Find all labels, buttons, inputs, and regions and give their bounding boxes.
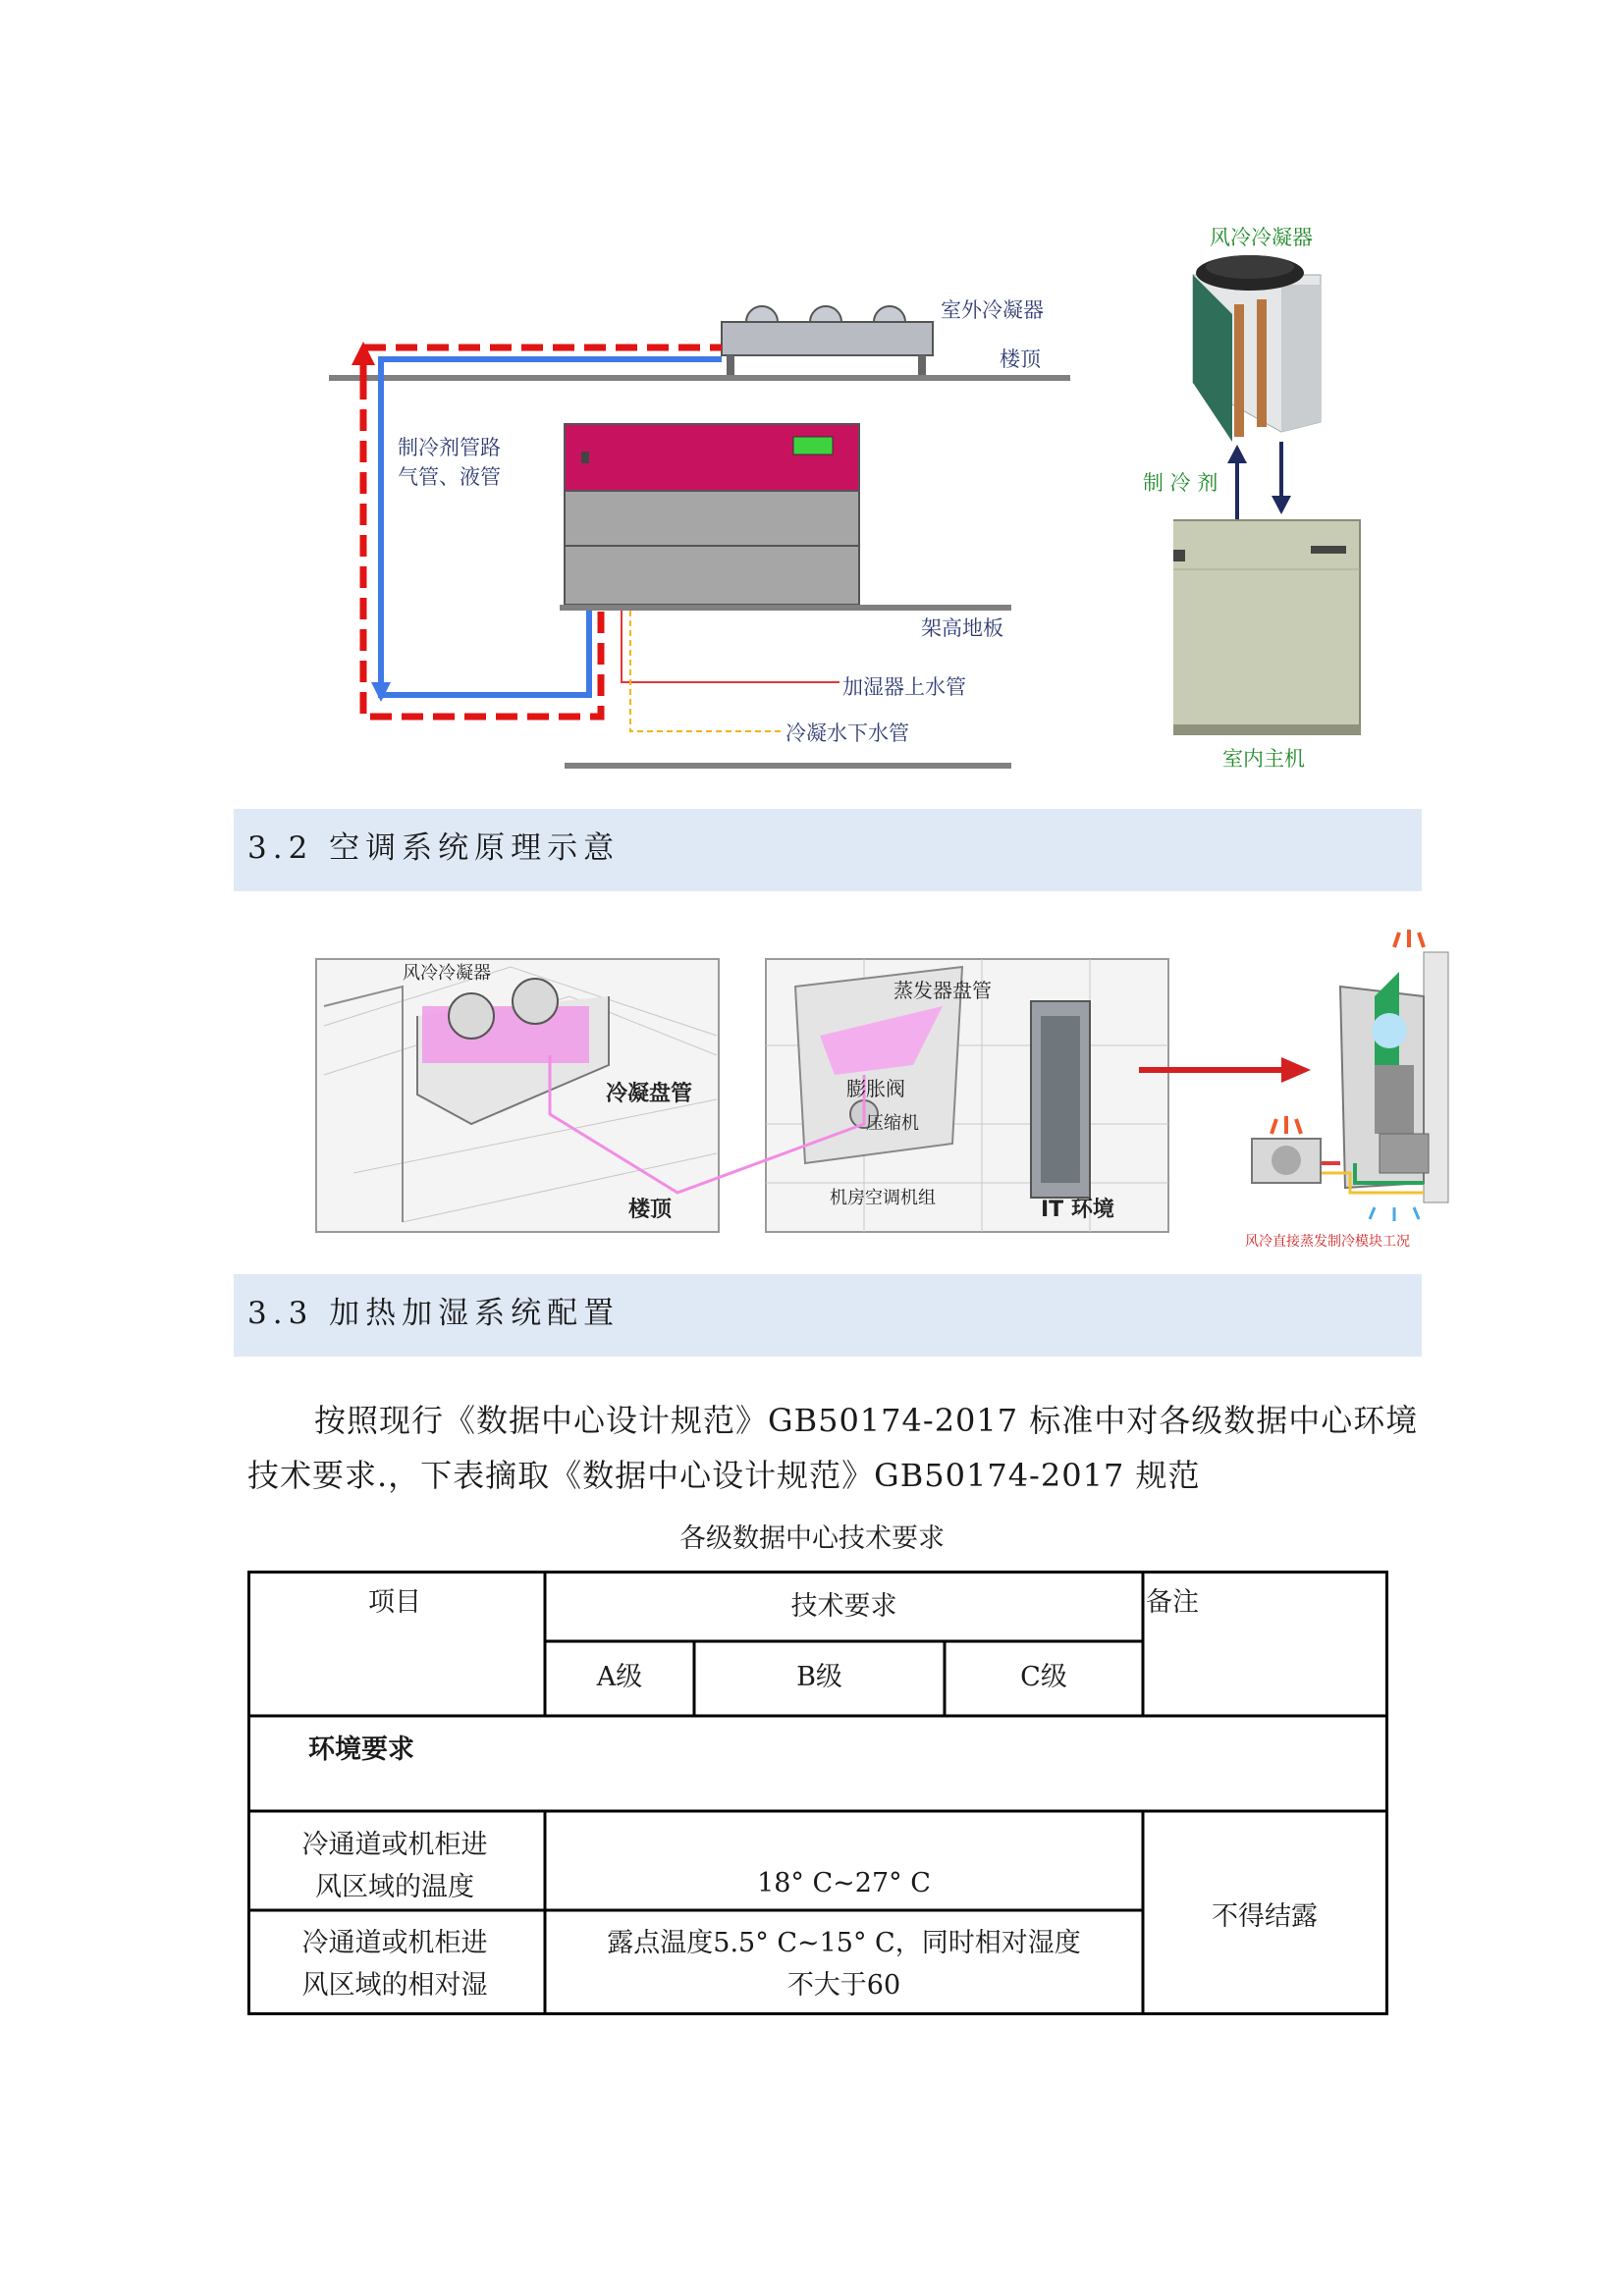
table-row1-item-line1: 冷通道或机柜进 — [301, 1830, 488, 1860]
table-grade-b: B级 — [796, 1662, 842, 1692]
condenser-product-image — [1173, 245, 1389, 756]
table-row2-item-line1: 冷通道或机柜进 — [301, 1928, 488, 1958]
fig2-cond-coil-label: 冷凝盘管 — [606, 1082, 693, 1106]
requirements-table — [247, 1571, 1386, 2012]
table-row1-item-line2: 风区域的温度 — [315, 1872, 474, 1902]
table-grade-c: C级 — [1020, 1662, 1067, 1692]
table-note-value: 不得结露 — [1212, 1901, 1318, 1932]
fig2-compressor-label: 压缩机 — [866, 1113, 919, 1134]
table-head-item: 项目 — [368, 1587, 421, 1618]
table-row2-value-line1: 露点温度5.5° C~15° C，同时相对湿度 — [607, 1928, 1081, 1958]
table-env-req: 环境要求 — [308, 1735, 414, 1765]
section-3-3-title: 3.3 加热加湿系统配置 — [247, 1296, 621, 1331]
table-row1-value: 18° C~27° C — [757, 1868, 931, 1898]
fig2-air-condenser-label: 风冷冷凝器 — [403, 963, 491, 984]
table-row2-item-line2: 风区域的相对湿 — [301, 1970, 488, 2001]
refrigerant-label: 制 冷 剂 — [1143, 471, 1218, 495]
table-grade-a: A级 — [596, 1662, 643, 1692]
piping-schematic-figure — [314, 285, 1080, 785]
humidifier-pipe-label: 加湿器上水管 — [842, 675, 966, 699]
roof-label: 楼顶 — [1000, 347, 1041, 371]
table-head-tech: 技术要求 — [790, 1591, 897, 1622]
fig2-it-env-label: IT 环境 — [1041, 1198, 1114, 1222]
raised-floor-label: 架高地板 — [921, 616, 1003, 640]
fig2-crac-label: 机房空调机组 — [830, 1188, 936, 1208]
indoor-unit-label: 室内主机 — [1222, 747, 1305, 771]
table-caption: 各级数据中心技术要求 — [679, 1523, 945, 1554]
table-head-note: 备注 — [1146, 1587, 1199, 1618]
fig2-mode-caption: 风冷直接蒸发制冷模块工况 — [1245, 1234, 1410, 1250]
body-paragraph-line2: 技术要求.，下表摘取《数据中心设计规范》GB50174-2017 规范 — [247, 1457, 1201, 1494]
body-paragraph-line1: 按照现行《数据中心设计规范》GB50174-2017 标准中对各级数据中心环境 — [314, 1402, 1419, 1439]
outdoor-condenser-label: 室外冷凝器 — [941, 298, 1044, 322]
fig2-exp-valve-label: 膨胀阀 — [846, 1077, 905, 1100]
drain-pipe-label: 冷凝水下水管 — [785, 721, 909, 745]
pipe-label-line1: 制冷剂管路 — [398, 436, 501, 459]
section-3-2-title: 3.2 空调系统原理示意 — [247, 830, 621, 866]
pipe-label-line2: 气管、液管 — [398, 465, 501, 489]
fig2-roof-label: 楼顶 — [628, 1198, 673, 1222]
air-condenser-label: 风冷冷凝器 — [1210, 226, 1313, 249]
table-row2-value-line2: 不大于60 — [786, 1970, 901, 2001]
fig2-evap-coil-label: 蒸发器盘管 — [893, 979, 992, 1002]
